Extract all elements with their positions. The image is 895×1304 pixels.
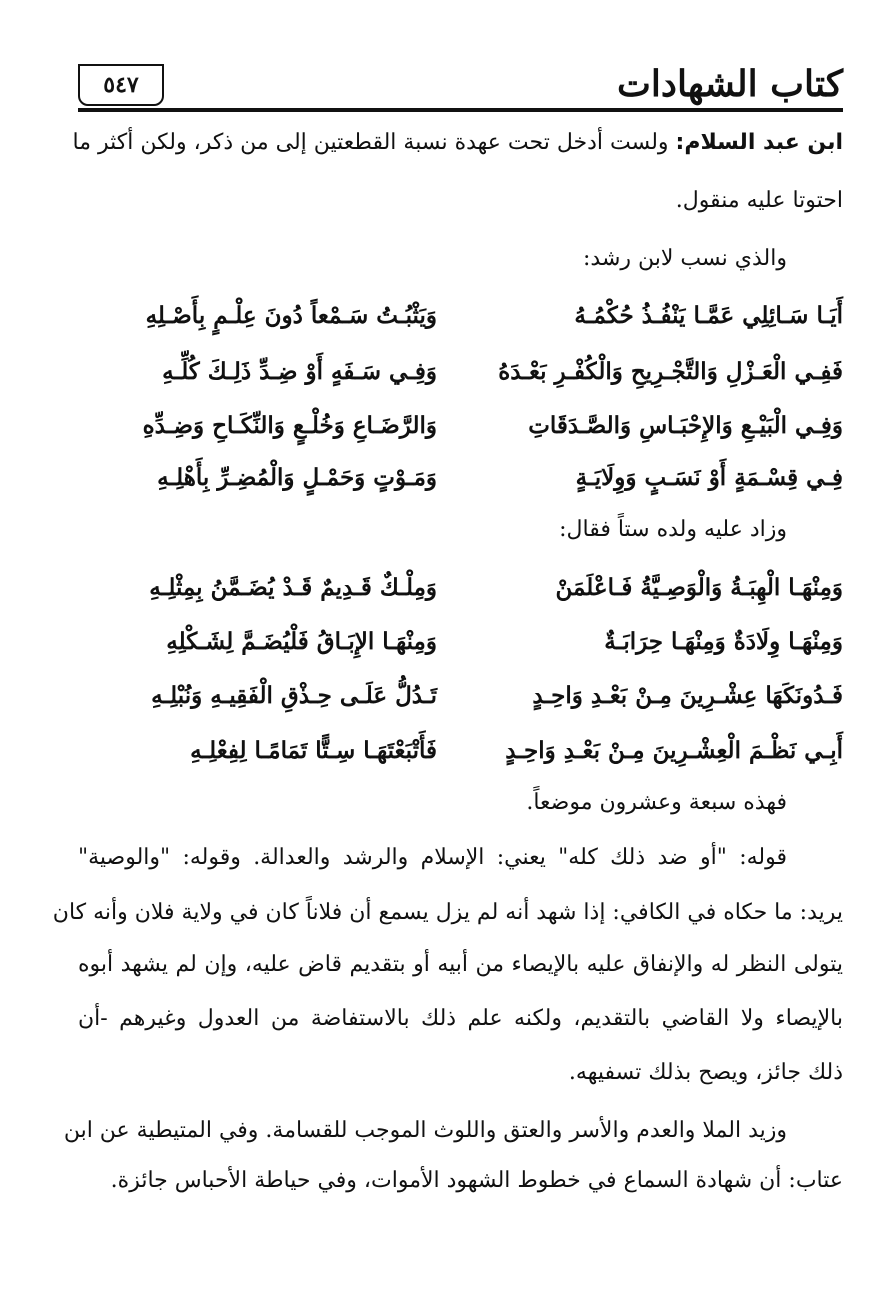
commentary-line-3: يتولى النظر له والإنفاق عليه بالإيصاء من أبيه أو بتقديم قاض عليه، وإن لم يشهد أبوه: [78, 952, 843, 977]
poem1-verse-2-first: فَفِـي الْعَـزْلِ وَالتَّجْـرِيحِ وَالْكُفْـرِ بَعْـدَهُ: [498, 358, 843, 385]
commentary-line-1: قوله: "أو ضد ذلك كله" يعني: الإسلام والرشد والعدالة. وقوله: "والوصية": [78, 845, 787, 870]
poem1-verse-2-second: وَفِـي سَـفَهٍ أَوْ ضِـدِّ ذَلِـكَ كُلِّـهِ: [162, 358, 437, 385]
poem2-verse-1-second: وَمِلْـكٌ قَـدِيمٌ قَـدْ يُضَـمَّنُ بِمِثْلِـهِ: [149, 574, 437, 601]
poem2-verse-2-first: وَمِنْهَـا وِلَادَةٌ وَمِنْهَـا حِرَابَـةٌ: [604, 628, 843, 655]
header-rule: [78, 108, 843, 112]
final-line-1: وزيد الملا والعدم والأسر والعتق واللوث الموجب للقسامة. وفي المتيطية عن ابن: [63, 1118, 787, 1143]
commentary-line-5: ذلك جائز، ويصح بذلك تسفيهه.: [568, 1060, 843, 1085]
poem2-outro: فهذه سبعة وعشرون موضعاً.: [526, 790, 787, 815]
commentary-line-2: يريد: ما حكاه في الكافي: إذا شهد أنه لم يزل يسمع أن فلاناً كان في ولاية فلان وأنه كان: [52, 900, 843, 925]
poem2-verse-3-second: تَـدُلُّ عَلَـى حِـذْقِ الْفَقِيـهِ وَنُبْلِـهِ: [151, 682, 437, 709]
intro-line-1: [72, 128, 843, 158]
book-title: كتاب الشهادات: [617, 63, 843, 105]
intro-line-2: احتوتا عليه منقول.: [675, 188, 843, 213]
poem2-verse-1-first: وَمِنْهَـا الْهِبَـةُ وَالْوَصِـيَّةُ فَـاعْلَمَنْ: [555, 574, 843, 601]
page-header: [78, 60, 843, 112]
intro-line-1-text: ولست أدخل تحت عهدة نسبة القطعتين إلى من ذكر، ولكن أكثر ما: [72, 130, 676, 155]
poem1-verse-4-second: وَمَـوْتٍ وَحَمْـلٍ وَالْمُضِـرِّ بِأَهْلِـهِ: [157, 464, 437, 491]
poem1-intro: والذي نسب لابن رشد:: [583, 246, 787, 271]
page-number-box: [78, 64, 164, 106]
page-number: ٥٤٧: [103, 72, 139, 98]
poem1-verse-1-first: أَيَـا سَـائِلِي عَمَّـا يَنْفُـذُ حُكْمُـهُ: [574, 302, 843, 329]
poem2-intro: وزاد عليه ولده ستاً فقال:: [559, 517, 787, 542]
poem2-verse-4-first: أَبِـي نَظْـمَ الْعِشْـرِينَ مِـنْ بَعْـدِ وَاحِـدٍ: [505, 737, 843, 764]
author-name: ابن عبد السلام:: [675, 130, 843, 155]
final-line-2: عتاب: أن شهادة السماع في خطوط الشهود الأموات، وفي حياطة الأحباس جائزة.: [110, 1168, 843, 1193]
poem2-verse-4-second: فَأَتْبَعْتَهَـا سِـتًّا تَمَامًـا لِفِعْلِـهِ: [190, 737, 437, 764]
poem2-verse-3-first: فَـدُونَكَهَا عِشْـرِينَ مِـنْ بَعْـدِ وَاحِـدٍ: [532, 682, 843, 709]
poem2-verse-2-second: وَمِنْهَـا الإِبَـاقُ فَلْيُضَـمَّ لِشَـكْلِهِ: [166, 628, 437, 655]
poem1-verse-3-first: وَفِـي الْبَيْـعِ وَالإِحْبَـاسِ وَالصَّـدَقَاتِ: [528, 412, 843, 439]
commentary-line-4: بالإيصاء ولا القاضي بالتقديم، ولكنه علم ذلك بالاستفاضة من العدول وغيرهم -أن: [78, 1006, 843, 1031]
poem1-verse-3-second: وَالرَّضَـاعِ وَخُلْـعٍ وَالنِّكَـاحِ وَضِـدِّهِ: [142, 412, 437, 439]
poem1-verse-4-first: فِـي قِسْـمَةٍ أَوْ نَسَـبٍ وَوِلَايَـةٍ: [575, 464, 843, 491]
poem1-verse-1-second: وَيَثْبُـتُ سَـمْعاً دُونَ عِلْـمٍ بِأَصْـلِهِ: [145, 302, 437, 329]
